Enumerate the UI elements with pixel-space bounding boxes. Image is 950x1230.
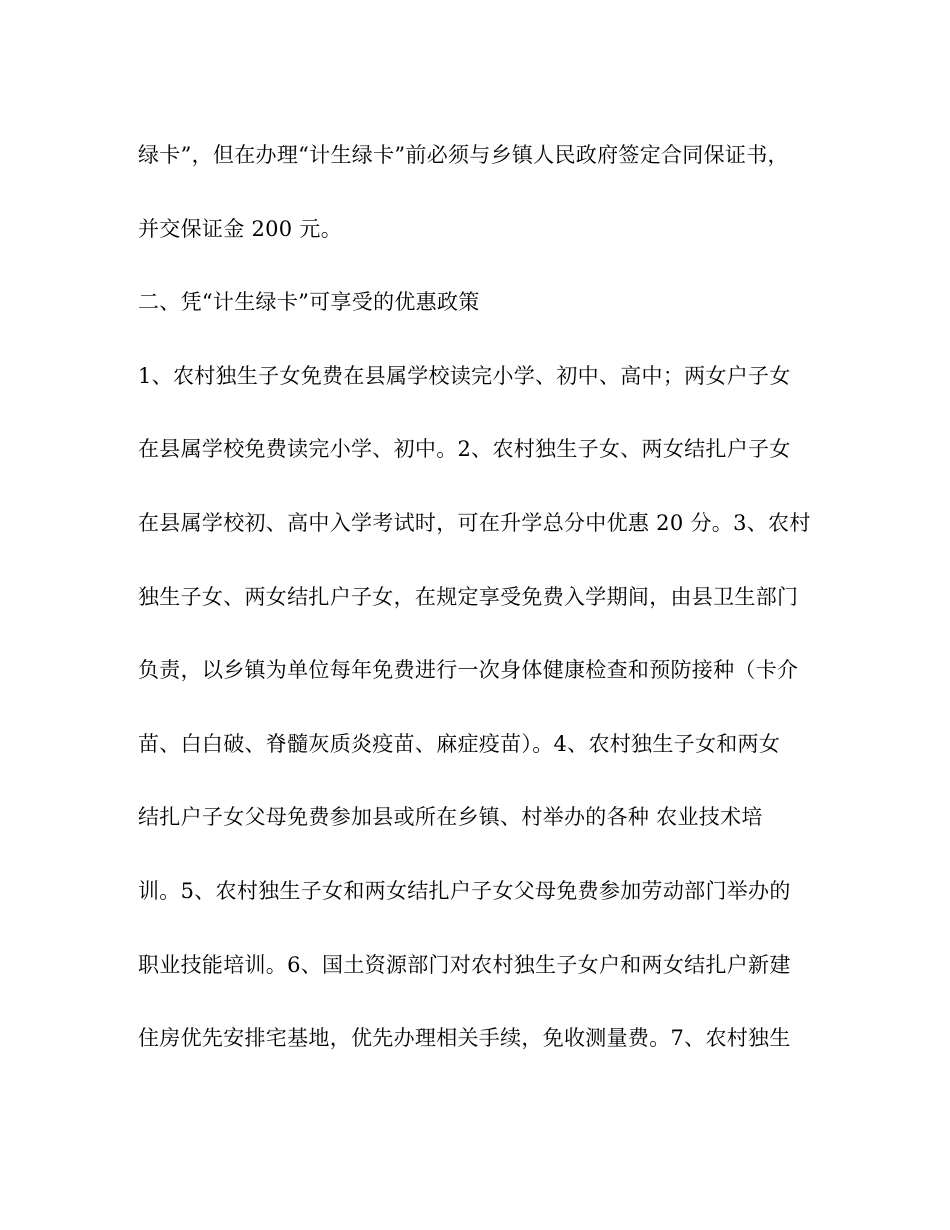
text-line-13: 住房优先安排宅基地，优先办理相关手续，免收测量费。7、农村独生 — [138, 1026, 791, 1051]
text-line-2: 并交保证金 200 元。 — [138, 216, 343, 241]
text-line-1: 绿卡”，但在办理“计生绿卡”前必须与乡镇人民政府签定合同保证书， — [138, 143, 789, 167]
text-line-8: 负责，以乡镇为单位每年免费进行一次身体健康检查和预防接种（卡介 — [138, 658, 799, 683]
body-text — [138, 133, 828, 1090]
text-line-11: 训。5、农村独生子女和两女结扎户子女父母免费参加劳动部门举办的 — [138, 878, 791, 903]
text-line-9: 苗、白白破、脊髓灰质炎疫苗、麻症疫苗）。4、农村独生子女和两女 — [138, 731, 781, 756]
section-heading: 二、凭“计生绿卡”可享受的优惠政策 — [138, 290, 480, 315]
text-line-10: 结扎户子女父母免费参加县或所在乡镇、村举办的各种 农业技术培 — [138, 805, 763, 830]
text-line-7: 独生子女、两女结扎户子女，在规定享受免费入学期间，由县卫生部门 — [138, 584, 799, 609]
text-line-6: 在县属学校初、高中入学考试时，可在升学总分中优惠 20 分。3、农村 — [138, 510, 811, 535]
text-line-5: 在县属学校免费读完小学、初中。2、农村独生子女、两女结扎户子女 — [138, 437, 791, 462]
text-line-4: 1、农村独生子女免费在县属学校读完小学、初中、高中；两女户子女 — [138, 363, 791, 388]
text-line-12: 职业技能培训。6、国土资源部门对农村独生子女户和两女结扎户新建 — [138, 952, 791, 977]
